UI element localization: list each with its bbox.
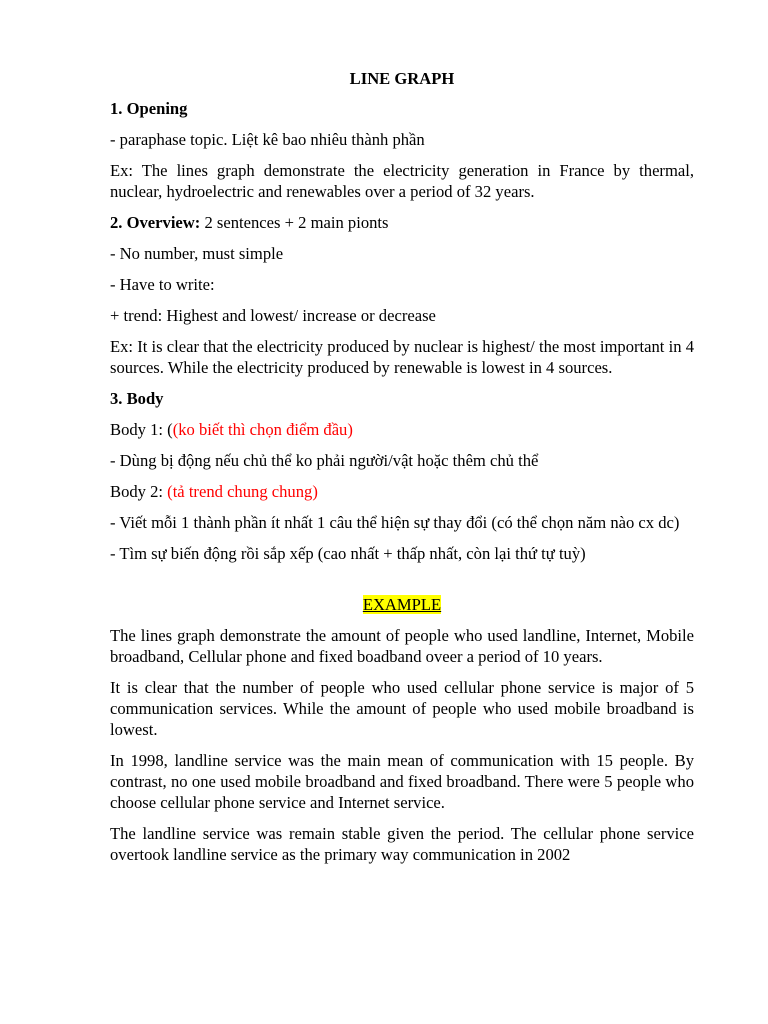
opening-heading: 1. Opening <box>110 99 188 118</box>
body2-line <box>110 481 694 502</box>
overview-line-3: + trend: Highest and lowest/ increase or decrease <box>110 306 436 325</box>
body2-label: Body 2: <box>110 482 168 501</box>
body2-note: (tả trend chung chung) <box>167 482 318 501</box>
opening-example: Ex: The lines graph demonstrate the electricity generation in France by thermal, nuclear, hydroelectric and renewables over a period of 32 years. <box>110 161 694 201</box>
example-paragraph-2: It is clear that the number of people who used cellular phone service is major of 5 communication services. While the amount of people who used mobile broadband is lowest. <box>110 678 694 739</box>
body1-detail: - Dùng bị động nếu chủ thể ko phải người/vật hoặc thêm chủ thể <box>110 451 539 470</box>
overview-line-2: - Have to write: <box>110 275 215 294</box>
body2-detail-2: - Tìm sự biến động rồi sắp xếp (cao nhất + thấp nhất, còn lại thứ tự tuỳ) <box>110 544 586 563</box>
overview-heading-line <box>110 212 694 233</box>
overview-example: Ex: It is clear that the electricity produced by nuclear is highest/ the most important in 4 sources. While the electricity produced by renewable is lowest in 4 sources. <box>110 337 694 377</box>
example-paragraph-4: The landline service was remain stable given the period. The cellular phone service overtook landline service as the primary way communication in 2002 <box>110 824 694 864</box>
body1-line <box>110 419 694 440</box>
opening-line: - paraphase topic. Liệt kê bao nhiêu thành phần <box>110 130 425 149</box>
body1-label: Body 1: ( <box>110 420 173 439</box>
body1-note: (ko biết thì chọn điểm đầu) <box>172 420 353 439</box>
example-heading: EXAMPLE <box>362 595 442 614</box>
overview-heading: 2. Overview: <box>110 213 201 232</box>
example-heading-wrap <box>110 594 694 615</box>
body2-detail-1: - Viết mỗi 1 thành phần ít nhất 1 câu thể hiện sự thay đổi (có thể chọn năm nào cx dc) <box>110 513 680 532</box>
example-paragraph-3: In 1998, landline service was the main mean of communication with 15 people. By contrast, no one used mobile broadband and fixed broadband. There were 5 people who choose cellular phone service and Internet service. <box>110 751 694 812</box>
document-title: LINE GRAPH <box>349 69 455 88</box>
overview-heading-rest: 2 sentences + 2 main pionts <box>200 213 389 232</box>
document-page <box>110 68 694 875</box>
example-paragraph-1: The lines graph demonstrate the amount of people who used landline, Internet, Mobile broadband, Cellular phone and fixed boadband oveer a period of 10 years. <box>110 626 694 666</box>
body-heading: 3. Body <box>110 389 164 408</box>
overview-line-1: - No number, must simple <box>110 244 284 263</box>
